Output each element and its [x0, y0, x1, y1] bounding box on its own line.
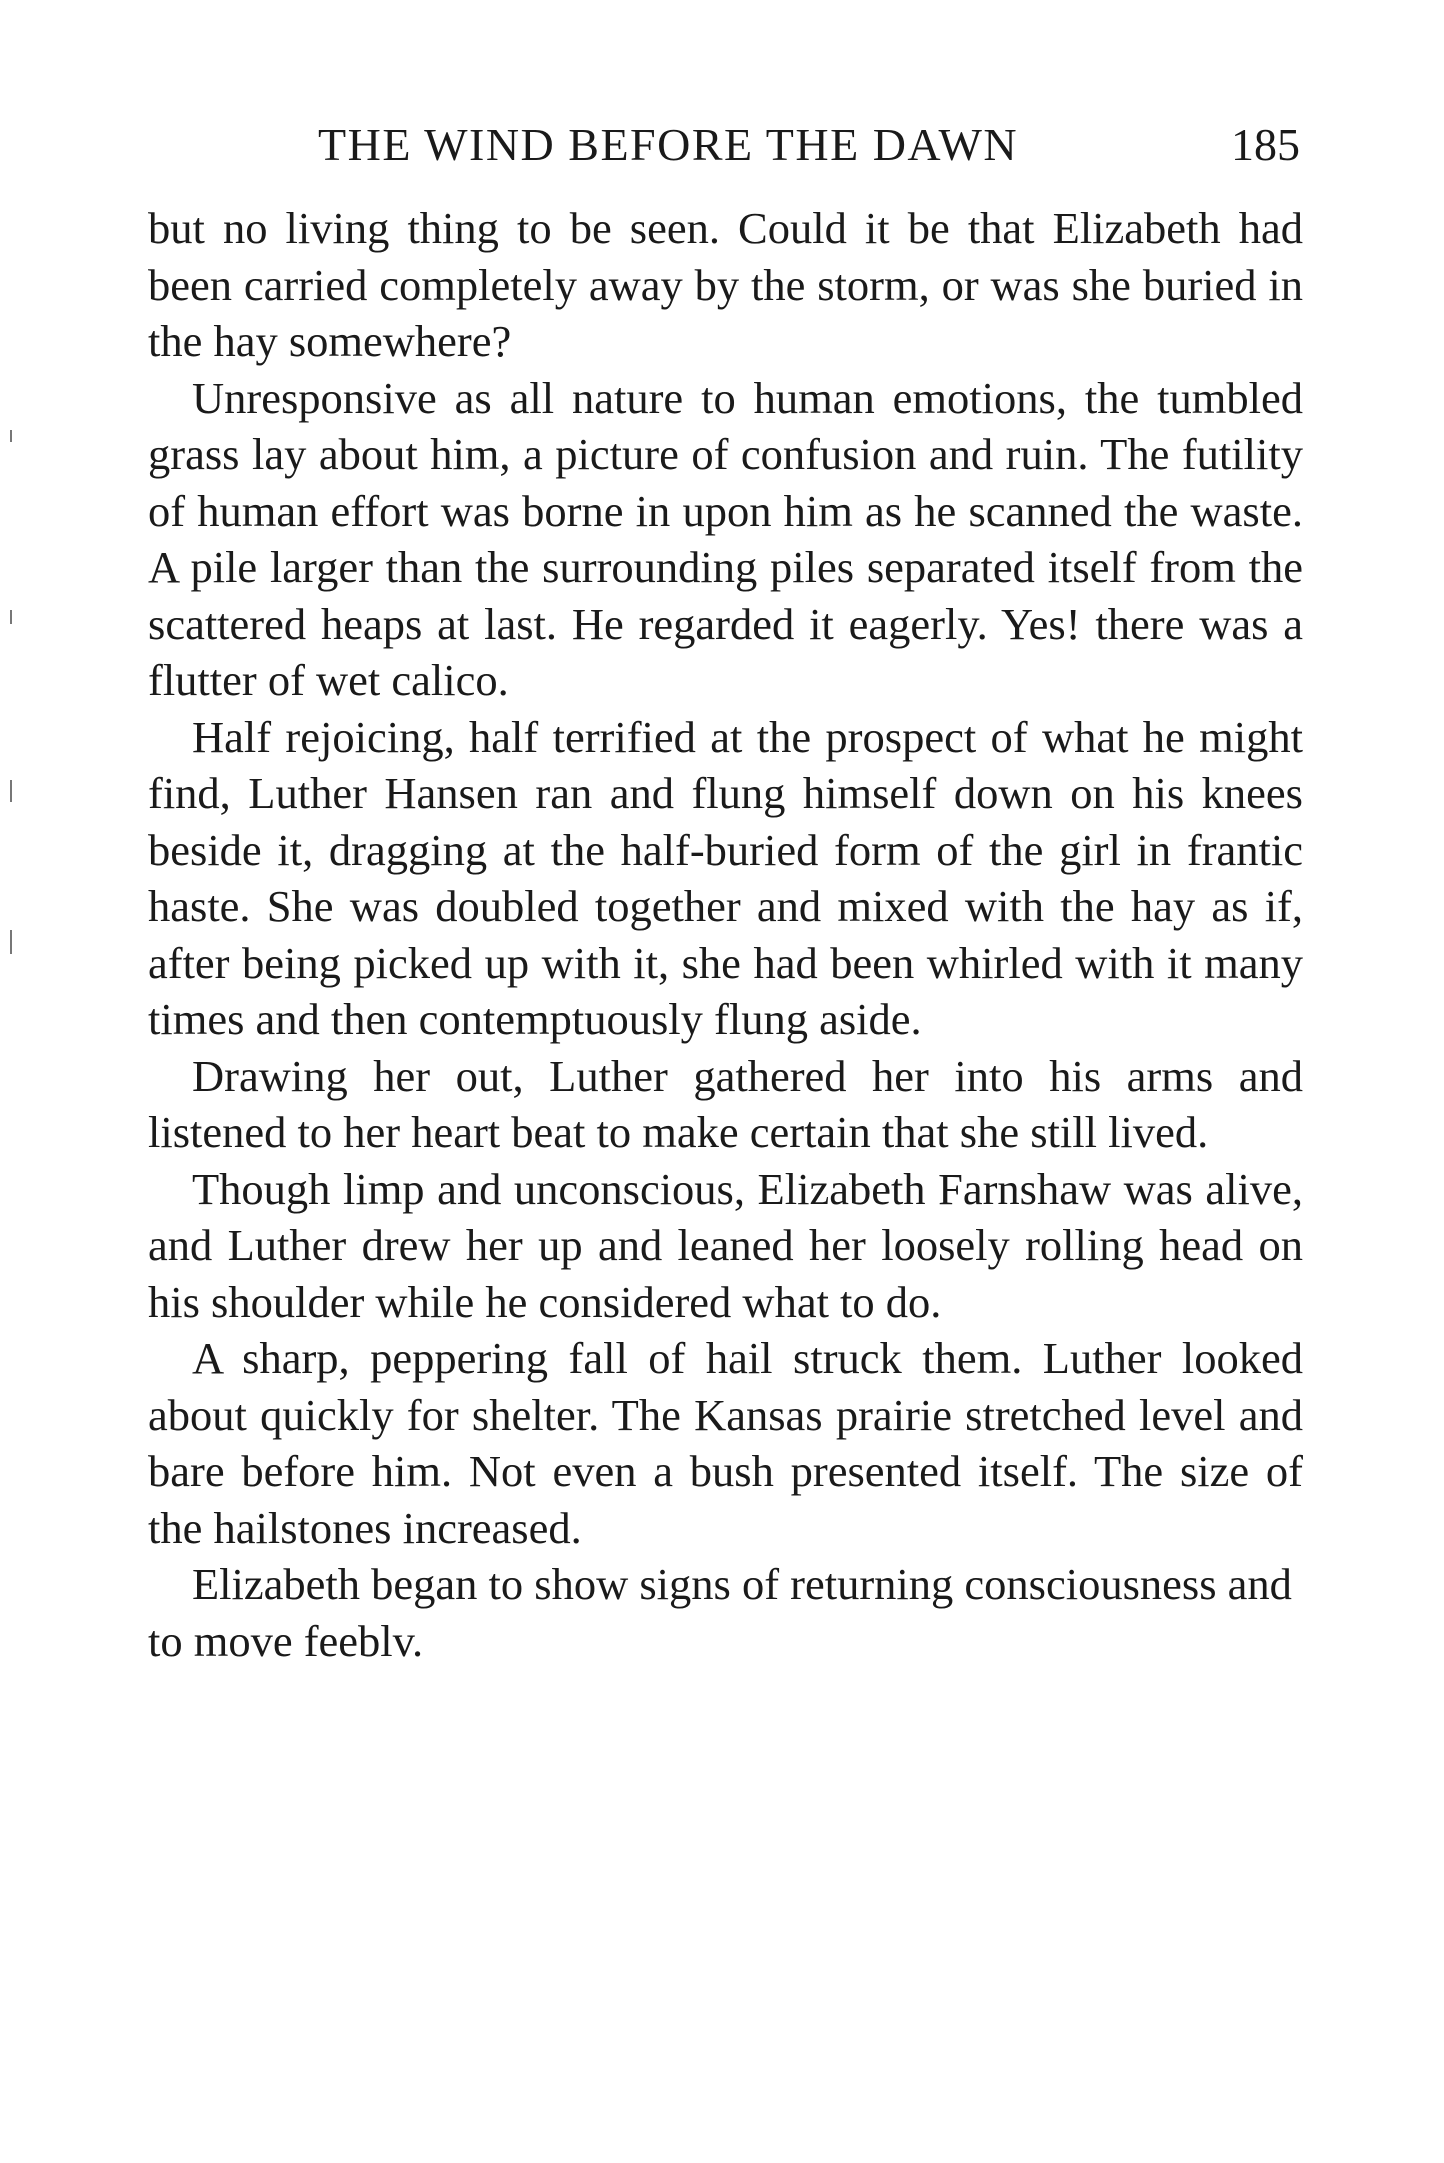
running-head [150, 118, 1300, 178]
paragraph-3: Half rejoicing, half terrified at the prospect of what he might find, Luther Hansen ran and flung himself down on his knees beside it, dragging at the half-buried form of the girl in frantic haste. She was doubled together and mixed with the hay as if, after being picked up with it, she had been whirled with it many times and then contemptuously flung aside. [148, 711, 1303, 1044]
scan-edge-mark [10, 930, 12, 954]
running-title: THE WIND BEFORE THE DAWN [318, 119, 1019, 170]
scan-edge-mark [10, 430, 12, 442]
paragraph-5: Though limp and unconscious, Elizabeth Farnshaw was alive, and Luther drew her up and leaned her loosely rolling head on his shoulder while he considered what to do. [148, 1163, 1303, 1327]
scan-edge-mark [10, 610, 12, 624]
page-number: 185 [1231, 119, 1300, 170]
paragraph-2: Unresponsive as all nature to human emotions, the tumbled grass lay about him, a picture of confusion and ruin. The futility of human effort was borne in upon him as he scanned the waste. A pile larger than the surrounding piles separated itself from the scattered heaps at last. He regarded it eagerly. Yes! there was a flutter of wet calico. [148, 372, 1303, 705]
paragraph-1: but no living thing to be seen. Could it be that Elizabeth had been carried completely away by the storm, or was she buried in the hay somewhere? [148, 203, 1303, 366]
paragraph-6: A sharp, peppering fall of hail struck them. Luther looked about quickly for shelter. The Kansas prairie stretched level and bare before him. Not even a bush presented itself. The size of the hailstones increased. [148, 1333, 1303, 1553]
paragraph-4: Drawing her out, Luther gathered her into his arms and listened to her heart beat to make certain that she still lived. [148, 1050, 1303, 1157]
body-text [148, 200, 1303, 1669]
paragraph-7: Elizabeth began to show signs of returning consciousness and to move feeblv. [148, 1559, 1292, 1666]
scan-edge-mark [10, 780, 12, 802]
